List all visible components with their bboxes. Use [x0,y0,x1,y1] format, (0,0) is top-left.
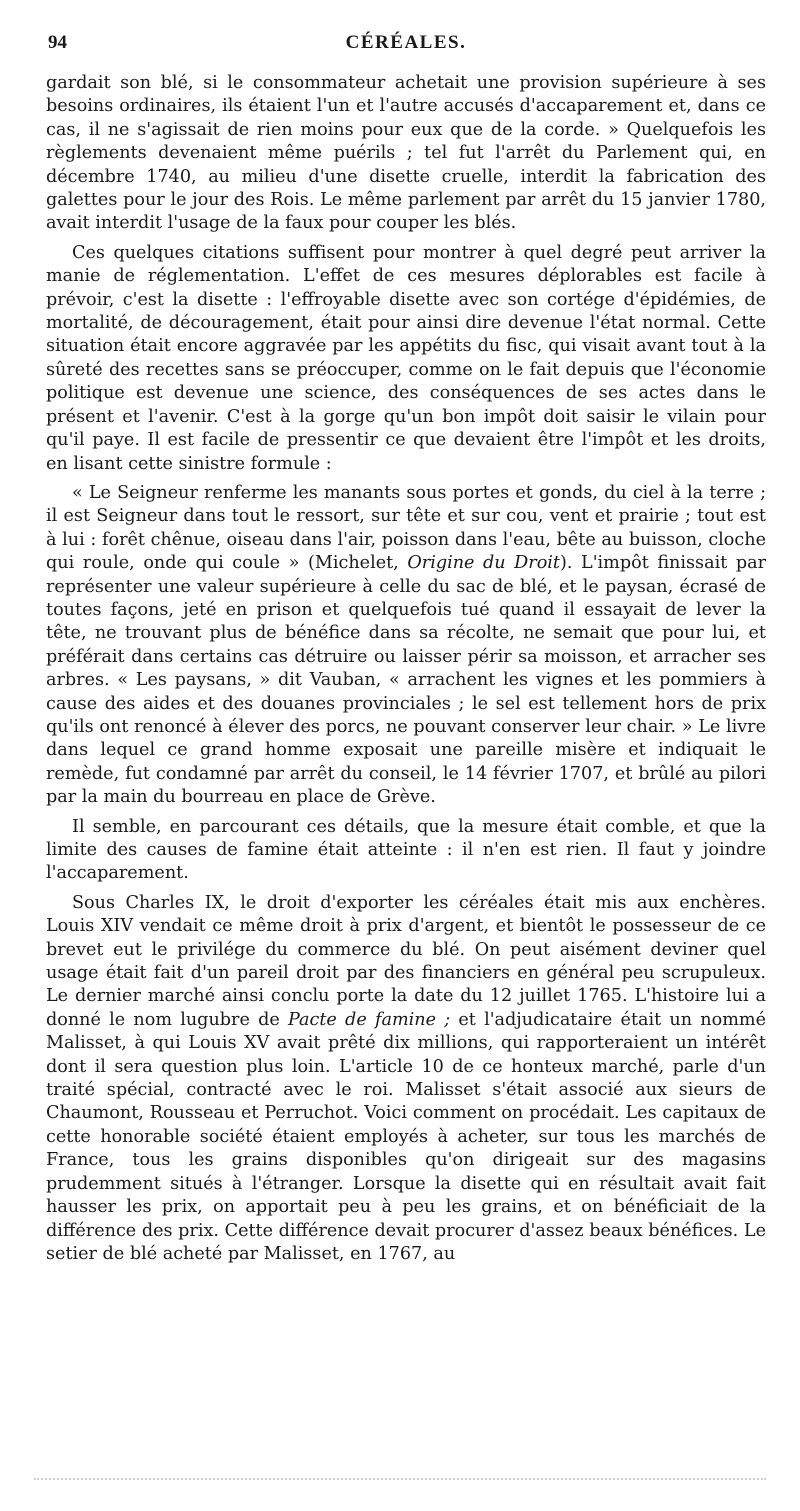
scan-bottom-edge [34,1478,766,1480]
pacte-de-famine-term: Pacte de famine ; [287,1009,451,1030]
paragraph-4: Il semble, en parcourant ces détails, que la mesure était comble, et que la limite des causes de famine était atteinte : il n'en est rien. Il faut y joindre l'accaparement. [46,816,766,884]
body-text [46,72,766,1266]
cited-work-title: Origine du Droit [407,553,560,574]
paragraph-2: Ces quelques citations suffisent pour montrer à quel degré peut arriver la manie de réglementation. L'effet de ces mesures déplorables est facile à prévoir, c'est la disette : l'effroyable disette avec son cortége d'épidémies, de mortalité, de découragement, était pour ainsi dire devenue l'état normal. Cette situation était encore aggravée par les appétits du fisc, qui visait avant tout à la sûreté des recettes sans se préoccuper, comme on le fait depuis que l'économie politique est devenue une science, des conséquences de ses actes dans le présent et l'avenir. C'est à la gorge qu'un bon impôt doit saisir le vilain pour qu'il paye. Il est facile de pressentir ce que devaient être l'impôt et les droits, en lisant cette sinistre formule : [46,242,766,474]
paragraph-3 [46,482,766,810]
paragraph-1: gardait son blé, si le consommateur achetait une provision supérieure à ses besoins ordinaires, ils étaient l'un et l'autre accusés d'accaparement et, dans ce cas, il ne s'agissait de rien moins pour eux que de la corde. » Quelquefois les règlements devenaient même puérils ; tel fut l'arrêt du Parlement qui, en décembre 1740, au milieu d'une disette cruelle, interdit la fabrication des galettes pour le jour des Rois. Le même parlement par arrêt du 15 janvier 1780, avait interdit l'usage de la faux pour couper les blés. [46,73,766,234]
paragraph-5-text-before: Sous Charles IX, le droit d'exporter les céréales était mis aux enchères. Louis XIV vendait ce même droit à prix d'argent, et bientôt le possesseur de ce brevet eut le privilége du commerce du blé. On peut aisément deviner quel usage était fait d'un pareil droit par des financiers en général peu scrupuleux. Le dernier marché ainsi conclu porte la date du 12 juillet 1765. L'histoire lui a donné le nom lugubre de [46,892,766,1030]
paragraph-3-text-before: « Le Seigneur renferme les manants sous portes et gonds, du ciel à la terre ; il est Seigneur dans tout le ressort, sur tête et sur cou, vent et prairie ; tout est à lui : forêt chênue, oiseau dans l'air, poisson dans l'eau, bête au buisson, cloche qui roule, onde qui coule » (Michelet, [46,482,766,574]
running-head [46,28,766,72]
paragraph-3-text-after: ). L'impôt finissait par représenter une valeur supérieure à celle du sac de blé, et le paysan, écrasé de toutes façons, jeté en prison et quelquefois tué quand il essayait de lever la tête, ne trouvant plus de bénéfice dans sa récolte, ne semait que pour lui, et préférait dans certains cas détruire ou laisser périr sa moisson, et arracher ses arbres. « Les paysans, » dit Vauban, « arrachent les vignes et les pommiers à cause des aides et des douanes provinciales ; le sel est tellement hors de prix qu'ils ont renoncé à élever des porcs, ne pouvant conserver leur chair. » Le livre dans lequel ce grand homme exposait une pareille misère et indiquait le remède, fut condamné par arrêt du conseil, le 14 février 1707, et brûlé au pilori par la main du bourreau en place de Grève. [46,553,766,808]
paragraph-5-text-after: et l'adjudicataire était un nommé Malisset, à qui Louis XV avait prêté dix millions, qui rapporteraient un intérêt dont il sera question plus loin. L'article 10 de ce honteux marché, parle d'un traité spécial, contracté avec le roi. Malisset s'était associé aux sieurs de Chaumont, Rousseau et Perruchot. Voici comment on procédait. Les capitaux de cette honorable société étaient employés à acheter, sur tous les marchés de France, tous les grains disponibles qu'on dirigeait sur des magasins prudemment situés à l'étranger. Lorsque la disette qui en résultait avait fait hausser les prix, on apportait peu à peu les grains, et on bénéficiait de la différence des prix. Cette différence devait procurer d'assez beaux bénéfices. Le setier de blé acheté par Malisset, en 1767, au [46,1009,766,1264]
paragraph-5 [46,892,766,1267]
running-title: CÉRÉALES. [345,32,467,53]
page-number: 94 [48,32,67,53]
